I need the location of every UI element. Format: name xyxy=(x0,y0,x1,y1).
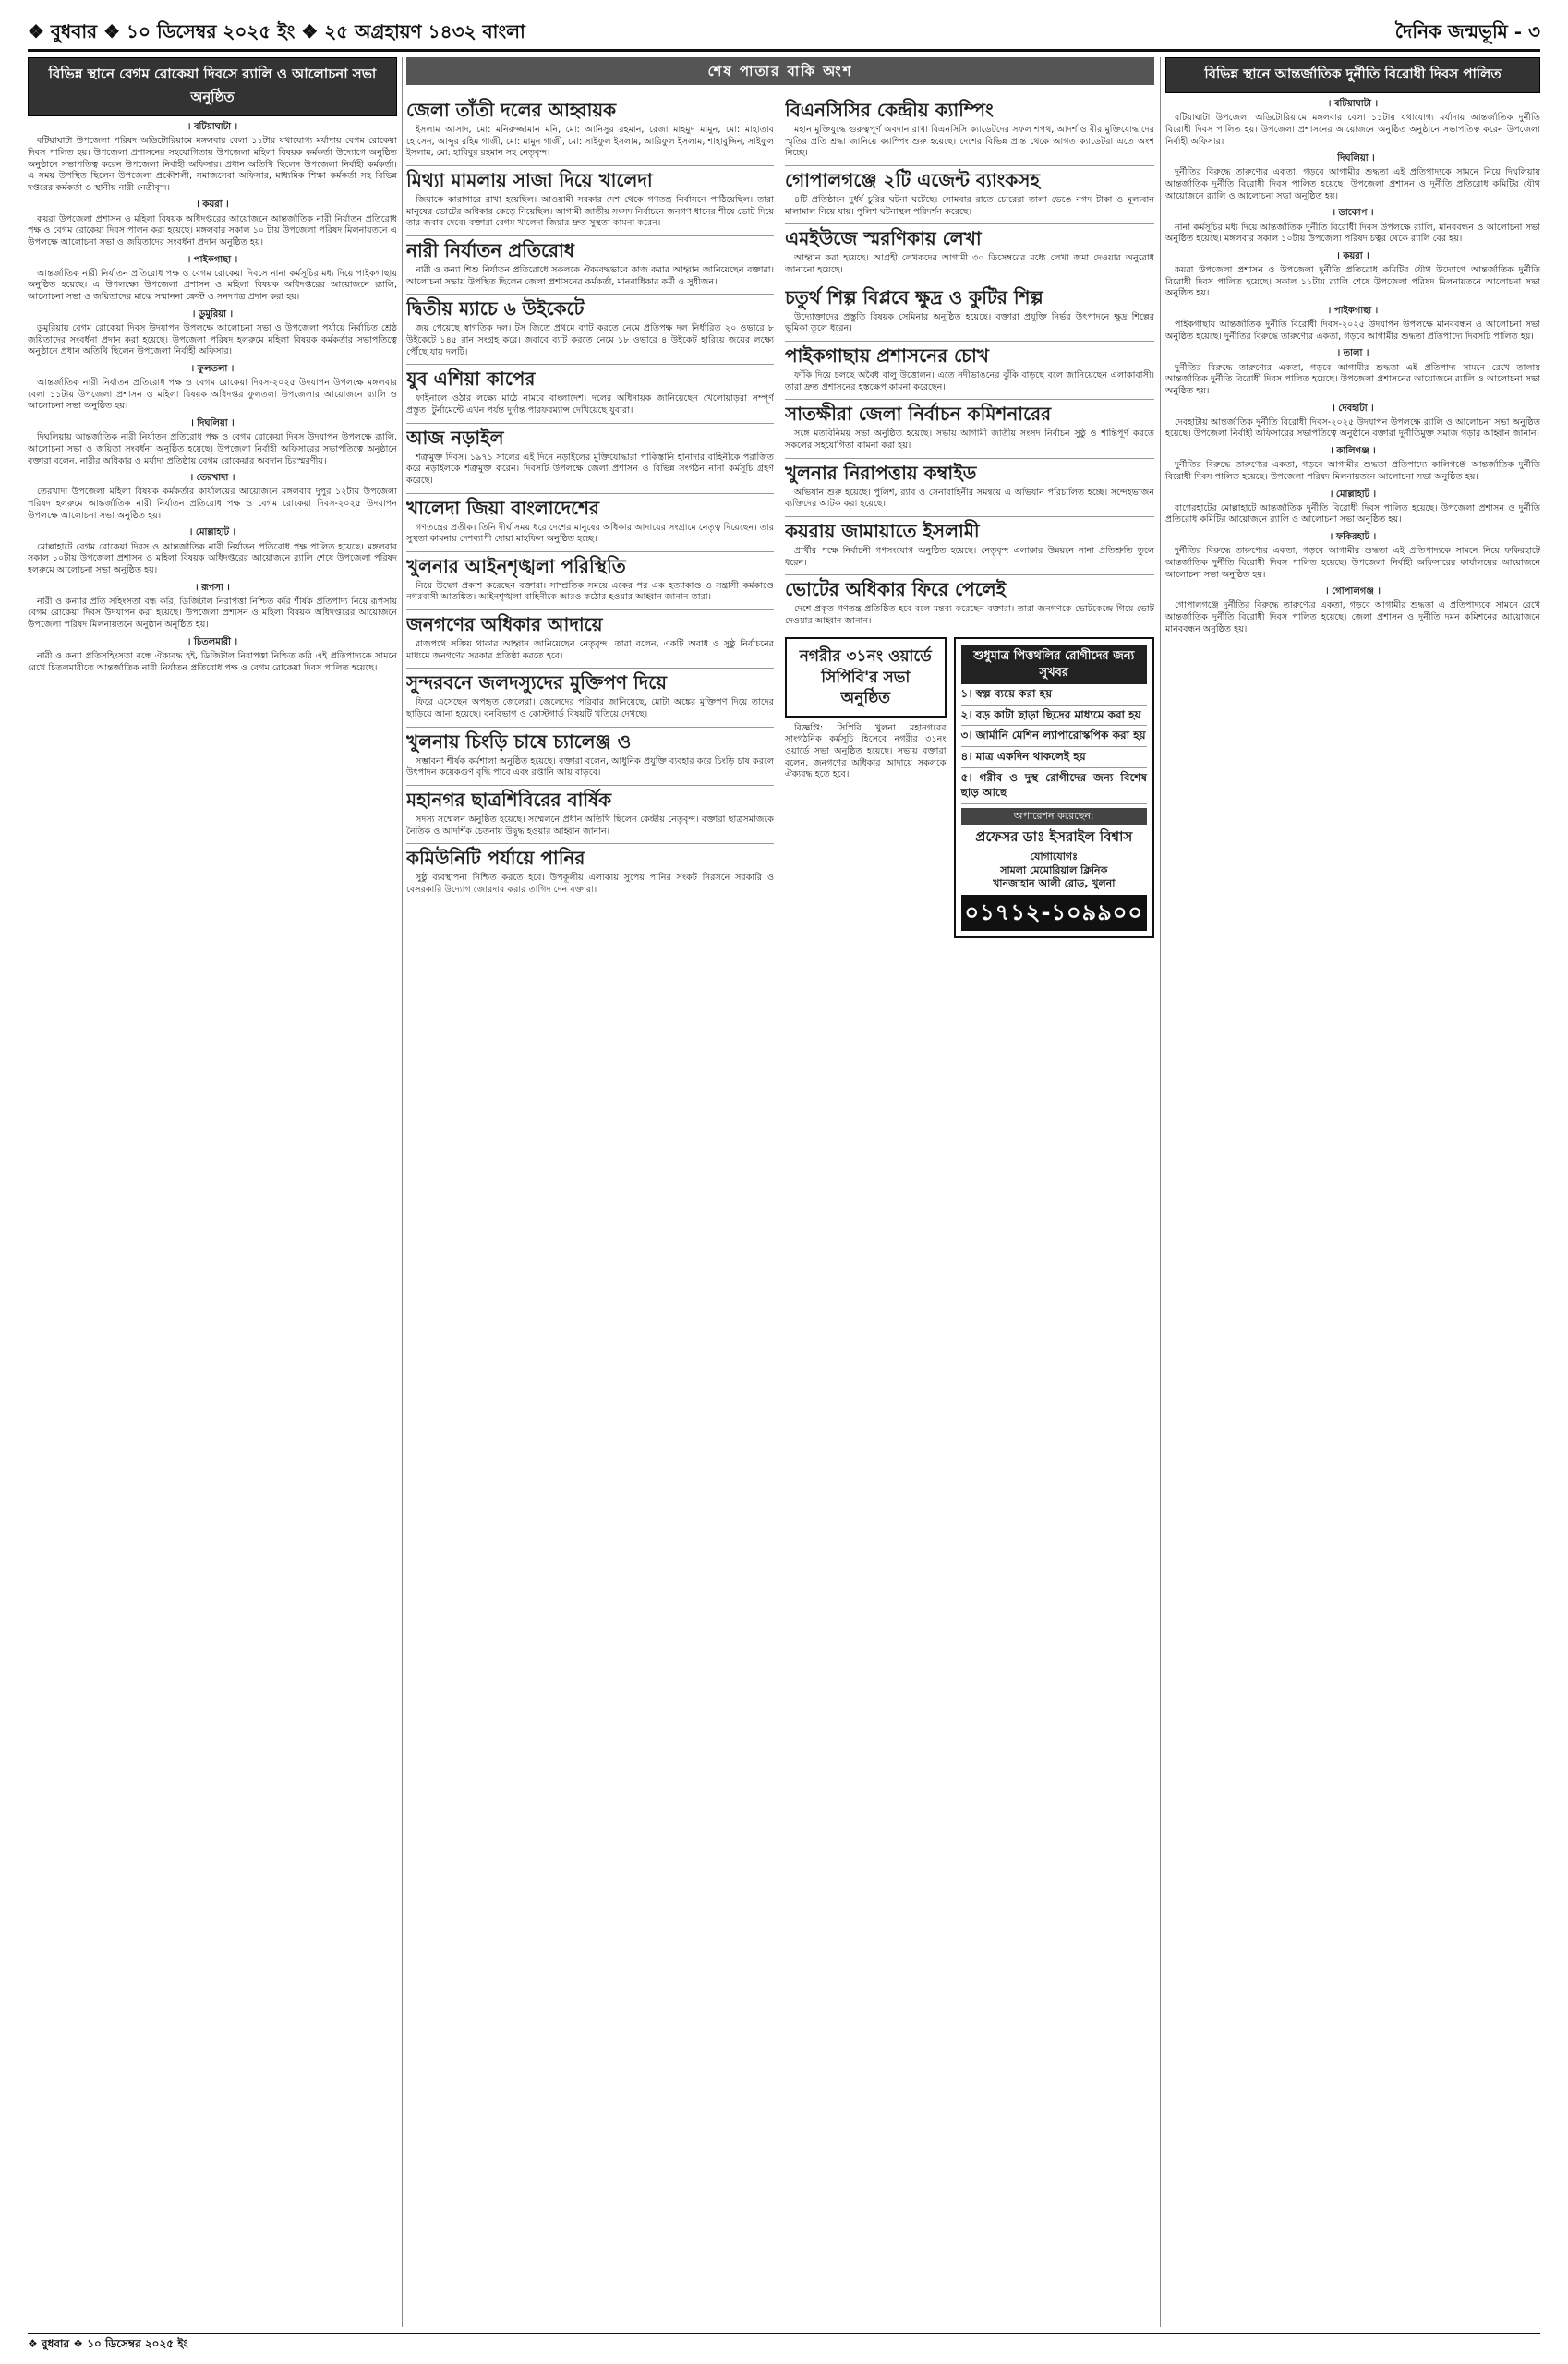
section-text: দুর্নীতির বিরুদ্ধে তারুণ্যের একতা, গড়বে আগামীর শুদ্ধতা এই প্রতিপাদ্য সামনে রেখে তালায় আন্তর্জাতিক দুর্নীতি বিরোধী দিবস পালিত হয়েছে। উপজেলা প্রশাসনের আয়োজনে র‌্যালি ও আলোচনা সভা অনুষ্ঠিত হয়। xyxy=(1165,362,1540,396)
section-place-label: । মোল্লাহাট । xyxy=(1329,488,1377,500)
article-text: জয় পেয়েছে স্বাগতিক দল। টস জিতে প্রথমে ব্যাট করতে নেমে প্রতিপক্ষ দল নির্ধারিত ২০ ওভারে ৮ উইকেটে ১৪৫ রান সংগ্রহ করে। জবাবে ব্যাট করতে নেমে ১৮ ওভারে ৪ উইকেট হারিয়ে জয়ের লক্ষ্যে পৌঁছে যায় দলটি। xyxy=(406,323,774,357)
article-headline: মিথ্যা মামলায় সাজা দিয়ে খালেদা xyxy=(406,165,774,191)
section-text: কয়রা উপজেলা প্রশাসন ও মহিলা বিষয়ক অধিদপ্তরের আয়োজনে আন্তর্জাতিক নারী নির্যাতন প্রতিরোধ পক্ষ ও বেগম রোকেয়া দিবস পালন করা হয়েছে। মঙ্গলবার সকাল ১০ টায় উপজেলা পরিষদ মিলনায়তনে এ উপলক্ষে আলোচনা সভা ও জয়িতাদের সংবর্ধনা প্রদান অনুষ্ঠিত হয়। xyxy=(28,213,397,247)
section-text: দুর্নীতির বিরুদ্ধে তারুণ্যের একতা, গড়বে আগামীর শুদ্ধতা এই প্রতিপাদ্যকে সামনে নিয়ে দিঘলিয়ায় আন্তর্জাতিক দুর্নীতি বিরোধী দিবস পালিত হয়েছে। উপজেলা প্রশাসন ও দুর্নীতি প্রতিরোধ কমিটির যৌথ আয়োজনে র‌্যালি ও আলোচনা সভা অনুষ্ঠিত হয়। xyxy=(1165,167,1540,201)
article-headline: সুন্দরবনে জলদস্যুদের মুক্তিপণ দিয়ে xyxy=(406,668,774,694)
article-headline: খুলনার আইনশৃঙ্খলা পরিস্থিতি xyxy=(406,551,774,577)
section-text: বটিয়াঘাটা উপজেলা পরিষদ অডিটোরিয়ামে মঙ্গলবার বেলা ১১টায় যথাযোগ্য মর্যাদায় বেগম রোকেয়া দিবস পালিত হয়। উপজেলা প্রশাসনের সহযোগিতায় উপজেলা মহিলা বিষয়ক কর্মকর্তা উদ্যোগে অনুষ্ঠিত অনুষ্ঠানে সভাপতিত্ব করেন উপজেলা নির্বাহী অফিসার। প্রধান অতিথি ছিলেন উপজেলা নির্বাহী কর্মকর্তা। এ সময় উপস্থিত ছিলেন উপজেলা প্রকৌশলী, সমাজসেবা অফিসার, মাধ্যমিক শিক্ষা কর্মকর্তা সহ বিভিন্ন দপ্তরের কর্মকর্তা ও স্থানীয় নারী নেত্রীবৃন্দ। xyxy=(28,136,397,193)
article-text: ইসলাম আসাদ, মো: মনিরুজ্জামান মনি, মো: আনিসুর রহমান, রেজা মাহমুদ মামুন, মো: মাহাতাব হোসেন, আব্দুর রহিম গাজী, মো: মামুন গাজী, মো: সাইফুল ইসলাম, আরিফুল ইসলাম, শাহাবুদ্দিন, সাইফুল ইসলাম, মো: হাবিবুর রহমান সহ নেতৃবৃন্দ। xyxy=(406,125,774,159)
section-place-label: । পাইকগাছা । xyxy=(187,254,238,265)
ad-benefit-item: ২। বড় কাটা ছাড়া ছিদ্রের মাধ্যমে করা হয় xyxy=(961,706,1147,727)
section-text: নানা কর্মসূচির মধ্য দিয়ে আন্তর্জাতিক দুর্নীতি বিরোধী দিবস উপলক্ষে র‌্যালি, মানববন্ধন ও আলোচনা সভা অনুষ্ঠিত হয়েছে। মঙ্গলবার সকাল ১০টায় উপজেলা পরিষদ চত্বর থেকে র‌্যালি বের হয়। xyxy=(1165,222,1540,245)
ad-benefit-item: ৫। গরীব ও দুস্থ রোগীদের জন্য বিশেষ ছাড় আছে xyxy=(961,768,1147,804)
article-text: দেশে প্রকৃত গণতন্ত্র প্রতিষ্ঠিত হবে বলে মন্তব্য করেছেন বক্তারা। তারা জনগণকে ভোটকেন্দ্রে গিয়ে ভোট দেওয়ার আহ্বান জানান। xyxy=(785,604,1154,626)
section-place-label: । বটিয়াঘাটা । xyxy=(1327,99,1379,109)
middle-column-a xyxy=(406,90,774,2327)
footer-bar: ❖ বুধবার ❖ ১০ ডিসেম্বর ২০২৫ ইং xyxy=(28,2333,1540,2351)
article-text: সম্ভাবনা শীর্ষক কর্মশালা অনুষ্ঠিত হয়েছে। বক্তারা বলেন, আধুনিক প্রযুক্তি ব্যবহার করে চিংড়ি চাষ করলে উৎপাদন কয়েকগুণ বৃদ্ধি পাবে এবং রপ্তানি আয় বাড়বে। xyxy=(406,755,774,778)
masthead-bar xyxy=(28,18,1540,52)
ad-operated-by: অপারেশন করেছেন: xyxy=(961,808,1147,826)
article-headline: খালেদা জিয়া বাংলাদেশের xyxy=(406,493,774,519)
article-headline: গোপালগঞ্জে ২টি এজেন্ট ব্যাংকসহ xyxy=(785,165,1154,191)
section-place-label: । ডাকোপ । xyxy=(1332,208,1374,219)
article-headline: জনগণের অধিকার আদায়ে xyxy=(406,609,774,635)
article-headline: কমিউনিটি পর্যায়ে পানির xyxy=(406,843,774,869)
section-text: আন্তর্জাতিক নারী নির্যাতন প্রতিরোধ পক্ষ ও বেগম রোকেয়া দিবস-২০২৫ উদযাপন উপলক্ষে মঙ্গলবার বেলা ১১টায় উপজেলা প্রশাসন ও মহিলা বিষয়ক অধিদপ্তর ফুলতলা উপজেলার আয়োজনে র‌্যালি ও আলোচনা সভা অনুষ্ঠিত হয়। xyxy=(28,378,397,412)
article-text: রাজপথে সক্রিয় থাকার আহ্বান জানিয়েছেন নেতৃবৃন্দ। তারা বলেন, একটি অবাধ ও সুষ্ঠু নির্বাচনের মাধ্যমে জনগণের সরকার প্রতিষ্ঠা করতে হবে। xyxy=(406,639,774,661)
cpb-meeting-notice xyxy=(785,637,947,717)
article-headline: এমইউজে স্মরণিকায় লেখা xyxy=(785,223,1154,249)
article-text: ফাঁকি দিয়ে চলছে অবৈধ বালু উত্তোলন। এতে নদীভাঙনের ঝুঁকি বাড়ছে বলে জানিয়েছেন এলাকাবাসী। তারা দ্রুত প্রশাসনের হস্তক্ষেপ কামনা করেছেন। xyxy=(785,369,1154,392)
article-headline: খুলনার নিরাপত্তায় কম্বাইড xyxy=(785,458,1154,484)
section-place-label: । চিতলমারী । xyxy=(187,636,238,647)
article-text: অভিযান শুরু হয়েছে। পুলিশ, র‌্যাব ও সেনাবাহিনীর সমন্বয়ে এ অভিযান পরিচালিত হচ্ছে। সন্দেহভাজন ব্যক্তিদের আটক করা হয়েছে। xyxy=(785,487,1154,510)
section-text: কয়রা উপজেলা প্রশাসন ও উপজেলা দুর্নীতি প্রতিরোধ কমিটির যৌথ উদ্যোগে আন্তর্জাতিক দুর্নীতি বিরোধী দিবস পালিত হয়েছে। সকাল ১১টায় র‌্যালি শেষে উপজেলা পরিষদ মিলনায়তনে আলোচনা সভা অনুষ্ঠিত হয়। xyxy=(1165,265,1540,299)
article-text: সুষ্ঠু ব্যবস্থাপনা নিশ্চিত করতে হবে। উপকূলীয় এলাকায় সুপেয় পানির সংকট নিরসনে সরকারি ও বেসরকারি উদ্যোগ জোরদার করার তাগিদ দেন বক্তারা। xyxy=(406,873,774,896)
article-text: মহান মুক্তিযুদ্ধে গুরুত্বপূর্ণ অবদান রাখা বিএনসিসি ক্যাডেটদের সফল শপথ, আদর্শ ও বীর মুক্তিযোদ্ধাদের স্মৃতির প্রতি শ্রদ্ধা জানিয়ে ক্যাম্পিং শুরু হয়েছে। দেশের বিভিন্ন প্রান্ত থেকে আগত ক্যাডেটরা এতে অংশ নিচ্ছে। xyxy=(785,125,1154,159)
section-place-label: । দেবহাটা । xyxy=(1332,403,1374,414)
section-text: গোপালগঞ্জে দুর্নীতির বিরুদ্ধে তারুণ্যের একতা, গড়বে আগামীর শুদ্ধতা এ প্রতিপাদ্যকে সামনে রেখে আন্তর্জাতিক দুর্নীতি বিরোধী দিবস পালিত হয়েছে। জেলা প্রশাসন ও দুর্নীতি দমন কমিশনের আয়োজনে মানববন্ধন অনুষ্ঠিত হয়। xyxy=(1165,600,1540,634)
section-place-label: । মোল্লাহাট । xyxy=(188,527,236,538)
article-text: জিয়াকে কারাগারে রাখা হয়েছিল। আওয়ামী সরকার দেশ থেকে গণতন্ত্র নির্বাসনে পাঠিয়েছিল। তারা মানুষের ভোটের অধিকার কেড়ে নিয়েছিল। আগামী জাতীয় সংসদ নির্বাচনে জনগণ ধানের শীষে ভোট দিয়ে তার জবাব দেবে। বক্তারা বেগম খালেদা জিয়ার দ্রুত সুস্থতা কামনা করেন। xyxy=(406,194,774,229)
section-text: মোল্লাহাটে বেগম রোকেয়া দিবস ও আন্তর্জাতিক নারী নির্যাতন প্রতিরোধ পক্ষ পালিত হয়েছে। মঙ্গলবার সকাল ১০টায় উপজেলা প্রশাসন ও মহিলা বিষয়ক অধিদপ্তরের আয়োজনে র‌্যালি শেষে উপজেলা পরিষদ হলরুমে আলোচনা সভা অনুষ্ঠিত হয়। xyxy=(28,541,397,575)
left-column xyxy=(28,57,397,2327)
section-text: পাইকগাছায় আন্তর্জাতিক দুর্নীতি বিরোধী দিবস-২০২৫ উদযাপন উপলক্ষে মানববন্ধন ও আলোচনা সভা অনুষ্ঠিত হয়েছে। দুর্নীতির বিরুদ্ধে তারুণ্যের একতা, গড়বে আগামীর শুদ্ধতা প্রতিপাদ্যে দিবসটি পালিত হয়। xyxy=(1165,320,1540,342)
section-text: তেরখাদা উপজেলা মহিলা বিষয়ক কর্মকর্তার কার্যালয়ের আয়োজনে মঙ্গলবার দুপুর ১২টায় উপজেলা পরিষদ হলরুমে আন্তর্জাতিক নারী নির্যাতন প্রতিরোধ পক্ষ ও বেগম রোকেয়া দিবস-২০২৫ উদযাপন উপলক্ষে আলোচনা সভা অনুষ্ঠিত হয়। xyxy=(28,487,397,521)
section-place-label: । দিঘলিয়া । xyxy=(1331,153,1375,164)
right-column xyxy=(1165,57,1540,2327)
ad-benefit-list xyxy=(961,684,1147,804)
article-headline: খুলনায় চিংড়ি চাষে চ্যালেঞ্জ ও xyxy=(406,727,774,753)
left-section-title: বিভিন্ন স্থানে বেগম রোকেয়া দিবসে র‌্যালি ও আলোচনা সভা অনুষ্ঠিত xyxy=(28,57,397,116)
section-place-label: । কয়রা । xyxy=(196,199,229,211)
article-text: আহ্বান করা হয়েছে। আগ্রহী লেখকদের আগামী ৩০ ডিসেম্বরের মধ্যে লেখা জমা দেওয়ার অনুরোধ জানানো হয়েছে। xyxy=(785,253,1154,275)
clinic-advertisement xyxy=(954,637,1154,938)
article-headline: ভোটের অধিকার ফিরে পেলেই xyxy=(785,574,1154,600)
section-place-label: । বটিয়াঘাটা । xyxy=(187,122,238,132)
section-place-label: । ফকিরহাট । xyxy=(1329,532,1377,543)
article-headline: পাইকগাছায় প্রশাসনের চোখ xyxy=(785,341,1154,367)
article-headline: জেলা তাঁতী দলের আহ্বায়ক xyxy=(406,99,617,121)
section-place-label: । তেরখাদা । xyxy=(189,473,235,484)
article-headline: নারী নির্যাতন প্রতিরোধ xyxy=(406,235,774,261)
section-place-label: । ডুমুরিয়া । xyxy=(191,308,234,320)
article-headline: বিএনসিসির কেন্দ্রীয় ক্যাম্পিং xyxy=(785,99,994,121)
section-place-label: । পাইকগাছা । xyxy=(1327,305,1379,316)
ad-clinic-address: খানজাহান আলী রোড, খুলনা xyxy=(993,877,1116,890)
section-place-label: । কয়রা । xyxy=(1336,250,1369,261)
section-place-label: । কালিগঞ্জ । xyxy=(1330,446,1376,457)
article-text: শত্রুমুক্ত দিবস। ১৯৭১ সালের এই দিনে নড়াইলের মুক্তিযোদ্ধারা পাকিস্তানি হানাদার বাহিনীকে পরাজিত করে নড়াইলকে শত্রুমুক্ত করেন। দিবসটি উপলক্ষে জেলা প্রশাসন ও বিভিন্ন সংগঠন নানা কর্মসূচি গ্রহণ করেছে। xyxy=(406,452,774,486)
cpb-meeting-text: বিজ্ঞপ্তি: সিপিবি খুলনা মহানগরের সাংগঠনিক কর্মসূচি হিসেবে নগরীর ৩১নং ওয়ার্ডে সভা অনুষ্ঠিত হয়েছে। সভায় বক্তারা বলেন, জনগণের অধিকার আদায়ে সকলকে ঐক্যবদ্ধ হতে হবে। xyxy=(785,722,947,780)
middle-column-b xyxy=(785,90,1154,2327)
right-section-title: বিভিন্ন স্থানে আন্তর্জাতিক দুর্নীতি বিরোধী দিবস পালিত xyxy=(1165,57,1540,93)
bottom-ads-row xyxy=(785,630,1154,938)
article-headline: মহানগর ছাত্রশিবিরের বার্ষিক xyxy=(406,785,774,811)
article-text: ফিরে এসেছেন অপহৃত জেলেরা। জেলেদের পরিবার জানিয়েছে, মোটা অঙ্কের মুক্তিপণ দিয়ে তাদের ছাড়িয়ে আনা হয়েছে। বনবিভাগ ও কোস্টগার্ড বিষয়টি খতিয়ে দেখছে। xyxy=(406,697,774,720)
article-text: নিয়ে উদ্বেগ প্রকাশ করেছেন বক্তারা। সাম্প্রতিক সময়ে একের পর এক হত্যাকাণ্ড ও সন্ত্রাসী কর্মকাণ্ডে নগরবাসী আতঙ্কিত। আইনশৃঙ্খলা বাহিনীকে আরও কঠোর হওয়ার আহ্বান জানান তারা। xyxy=(406,580,774,603)
right-article-body xyxy=(1165,98,1540,635)
ad-phone-number: ০১৭১২-১০৯৯০০ xyxy=(961,895,1147,932)
ad-benefit-item: ১। স্বল্প ব্যয়ে করা হয় xyxy=(961,684,1147,706)
ad-doctor-name: প্রফেসর ডাঃ ইসরাইল বিশ্বাস xyxy=(975,828,1133,846)
column-divider xyxy=(1160,57,1161,2327)
ad-benefit-item: ৪। মাত্র একদিন থাকলেই হয় xyxy=(961,747,1147,768)
article-text: প্রার্থীর পক্ষে নির্বাচনী গণসংযোগ অনুষ্ঠিত হয়েছে। নেতৃবৃন্দ এলাকার উন্নয়নে নানা প্রতিশ্রুতি তুলে ধরেন। xyxy=(785,545,1154,568)
article-text: নারী ও কন্যা শিশু নির্যাতন প্রতিরোধে সকলকে ঐক্যবদ্ধভাবে কাজ করার আহ্বান জানিয়েছেন বক্তারা। আলোচনা সভায় উপস্থিত ছিলেন জেলা প্রশাসনের কর্মকর্তা, মানবাধিকার কর্মী ও সুধীজন। xyxy=(406,264,774,287)
continued-band: শেষ পাতার বাকি অংশ xyxy=(406,57,1154,85)
paper-page-label: দৈনিক জন্মভূমি - ৩ xyxy=(1394,20,1540,42)
article-headline: যুব এশিয়া কাপের xyxy=(406,364,774,390)
article-headline: চতুর্থ শিল্প বিপ্লবে ক্ষুদ্র ও কুটির শিল্প xyxy=(785,283,1154,308)
article-headline: সাতক্ষীরা জেলা নির্বাচন কমিশনারের xyxy=(785,399,1154,425)
section-text: দুর্নীতির বিরুদ্ধে তারুণ্যের একতা, গড়বে আগামীর শুদ্ধতা এই প্রতিপাদ্যকে সামনে নিয়ে ফকিরহাটে আন্তর্জাতিক দুর্নীতি বিরোধী দিবস পালিত হয়েছে। উপজেলা নির্বাহী অফিসারের কার্যালয়ের আয়োজনে আলোচনা সভা অনুষ্ঠিত হয়। xyxy=(1165,546,1540,580)
article-text: সদস্য সম্মেলন অনুষ্ঠিত হয়েছে। সম্মেলনে প্রধান অতিথি ছিলেন কেন্দ্রীয় নেতৃবৃন্দ। বক্তারা ছাত্রসমাজকে নৈতিক ও আদর্শিক চেতনায় উদ্বুদ্ধ হওয়ার আহ্বান জানান। xyxy=(406,814,774,837)
article-headline: দ্বিতীয় ম্যাচে ৬ উইকেটে xyxy=(406,294,774,320)
ad-clinic-name: সামলা মেমোরিয়াল ক্লিনিক xyxy=(1000,863,1108,876)
article-text: ৪টি প্রতিষ্ঠানে দুর্ধর্ষ চুরির ঘটনা ঘটেছে। সোমবার রাতে চোরেরা তালা ভেঙে নগদ টাকা ও মূল্যবান মালামাল নিয়ে যায়। পুলিশ ঘটনাস্থল পরিদর্শন করেছে। xyxy=(785,194,1154,217)
section-text: নারী ও কন্যা প্রতিসহিংসতা বন্ধে ঐক্যবদ্ধ হই, ডিজিটাল নিরাপত্তা নিশ্চিত করি এই প্রতিপাদ্যকে সামনে রেখে চিতলমারীতে আন্তর্জাতিক নারী নির্যাতন প্রতিরোধ পক্ষ ও বেগম রোকেয়া দিবস পালিত হয়েছে। xyxy=(28,650,397,673)
left-article-body xyxy=(28,121,397,674)
issue-date: ❖ বুধবার ❖ ১০ ডিসেম্বর ২০২৫ ইং ❖ ২৫ অগ্রহায়ণ ১৪৩২ বাংলা xyxy=(28,20,525,42)
ad-title: শুধুমাত্র পিত্তথলির রোগীদের জন্য সুখবর xyxy=(961,645,1147,683)
section-text: দেবহাটায় আন্তর্জাতিক দুর্নীতি বিরোধী দিবস-২০২৫ উদযাপন উপলক্ষে র‌্যালি ও আলোচনা সভা অনুষ্ঠিত হয়েছে। উপজেলা নির্বাহী অফিসারের সভাপতিত্বে অনুষ্ঠানে বক্তারা দুর্নীতিমুক্ত সমাজ গড়ার আহ্বান জানান। xyxy=(1165,416,1540,440)
section-text: আন্তর্জাতিক নারী নির্যাতন প্রতিরোধ পক্ষ ও বেগম রোকেয়া দিবসে নানা কর্মসূচির মধ্য দিয়ে পাইকগাছায় অনুষ্ঠিত হয়েছে। এ উপলক্ষ্যে উপজেলা প্রশাসন ও মহিলা বিষয়ক অধিদপ্তরের আয়োজনে র‌্যালি, আলোচনা সভা ও জয়িতাদের মাঝে সম্মাননা ক্রেস্ট ও সনদপত্র প্রদান করা হয়। xyxy=(28,268,397,303)
cpb-meeting-title: নগরীর ৩১নং ওয়ার্ডে সিপিবি'র সভা অনুষ্ঠিত xyxy=(799,647,932,707)
section-text: নারী ও কন্যার প্রতি সহিংসতা বন্ধ করি, ডিজিটাল নিরাপত্তা নিশ্চিত করি শীর্ষক প্রতিপাদ্য নিয়ে রূপসায় বেগম রোকেয়া দিবস উদযাপন করা হয়েছে। উপজেলা প্রশাসন ও মহিলা বিষয়ক অধিদপ্তরের আয়োজনে উপজেলা পরিষদ মিলনায়তনে অনুষ্ঠান অনুষ্ঠিত হয়। xyxy=(28,596,397,631)
article-headline: কয়রায় জামায়াতে ইসলামী xyxy=(785,516,1154,542)
article-text: উদ্যোক্তাদের প্রস্তুতি বিষয়ক সেমিনার অনুষ্ঠিত হয়েছে। বক্তারা প্রযুক্তি নির্ভর উৎপাদনে ক্ষুদ্র শিল্পের ভূমিকা তুলে ধরেন। xyxy=(785,311,1154,334)
section-text: বটিয়াঘাটা উপজেলা অডিটোরিয়ামে মঙ্গলবার বেলা ১১টায় যথাযোগ্য মর্যাদায় আন্তর্জাতিক দুর্নীতি বিরোধী দিবস পালিত হয়। উপজেলা প্রশাসনের আয়োজনে অনুষ্ঠিত অনুষ্ঠানে সভাপতিত্ব করেন উপজেলা নির্বাহী অফিসার। xyxy=(1165,113,1540,147)
section-text: দুর্নীতির বিরুদ্ধে তারুণ্যের একতা, গড়বে আগামীর শুদ্ধতা প্রতিপাদ্যে কালিগঞ্জে আন্তর্জাতিক দুর্নীতি বিরোধী দিবস পালিত হয়েছে। উপজেলা পরিষদ মিলনায়তনে আলোচনা সভা অনুষ্ঠিত হয়। xyxy=(1165,460,1540,482)
section-place-label: । তালা । xyxy=(1336,348,1369,359)
section-place-label: । রূপসা । xyxy=(195,582,230,593)
column-divider xyxy=(402,57,403,2327)
section-text: দিঘলিয়ায় আন্তর্জাতিক নারী নির্যাতন প্রতিরোধ পক্ষ ও বেগম রোকেয়া দিবস উদযাপন উপলক্ষে র‌্যালি, আলোচনা সভা ও জয়িতা সংবর্ধনা অনুষ্ঠিত হয়েছে। উপজেলা নির্বাহী অফিসারের সভাপতিত্বে অনুষ্ঠানে বক্তারা বলেন, নারীর অধিকার ও মর্যাদা প্রতিষ্ঠায় বেগম রোকেয়ার অবদান চিরস্মরণীয়। xyxy=(28,432,397,466)
section-text: বাগেরহাটের মোল্লাহাটে আন্তর্জাতিক দুর্নীতি বিরোধী দিবস পালিত হয়েছে। উপজেলা প্রশাসন ও দুর্নীতি প্রতিরোধ কমিটির আয়োজনে র‌্যালি ও আলোচনা সভা অনুষ্ঠিত হয়। xyxy=(1165,502,1540,525)
article-headline: আজ নড়াইল xyxy=(406,423,774,449)
article-text: সঙ্গে মতবিনিময় সভা অনুষ্ঠিত হয়েছে। সভায় আগামী জাতীয় সংসদ নির্বাচন সুষ্ঠু ও শান্তিপূর্ণ করতে সকলের সহযোগিতা কামনা করা হয়। xyxy=(785,428,1154,451)
middle-columns xyxy=(406,57,1154,2327)
section-place-label: । ফুলতলা । xyxy=(190,363,235,374)
ad-benefit-item: ৩। জার্মানি মেশিন ল্যাপারোস্কপিক করা হয় xyxy=(961,726,1147,747)
section-place-label: । গোপালগঞ্জ । xyxy=(1325,586,1381,597)
section-text: ডুমুরিয়ায় বেগম রোকেয়া দিবস উদযাপন উপলক্ষে আলোচনা সভা ও উপজেলা পর্যায়ে নির্বাচিত শ্রেষ্ঠ জয়িতাদের সংবর্ধনা প্রদান করা হয়েছে। উপজেলা পরিষদ হলরুমে মহিলা বিষয়ক কর্মকর্তার সভাপতিত্বে অনুষ্ঠানে প্রধান অতিথি ছিলেন উপজেলা নির্বাহী অফিসার। xyxy=(28,322,397,357)
article-text: ফাইনালে ওঠার লক্ষ্যে মাঠে নামবে বাংলাদেশ। দলের অধিনায়ক জানিয়েছেন খেলোয়াড়রা সম্পূর্ণ প্রস্তুত। টুর্নামেন্টে এখন পর্যন্ত দুর্দান্ত পারফরম্যান্স দেখিয়েছে যুবারা। xyxy=(406,393,774,416)
ad-contact-label: যোগাযোগঃ xyxy=(1030,850,1078,863)
article-text: গণতন্ত্রের প্রতীক। তিনি দীর্ঘ সময় ধরে দেশের মানুষের অধিকার আদায়ের সংগ্রামে নেতৃত্ব দিয়েছেন। তার সুস্থতা কামনায় দেশব্যাপী দোয়া মাহফিল অনুষ্ঠিত হচ্ছে। xyxy=(406,522,774,545)
section-place-label: । দিঘলিয়া । xyxy=(190,418,235,429)
